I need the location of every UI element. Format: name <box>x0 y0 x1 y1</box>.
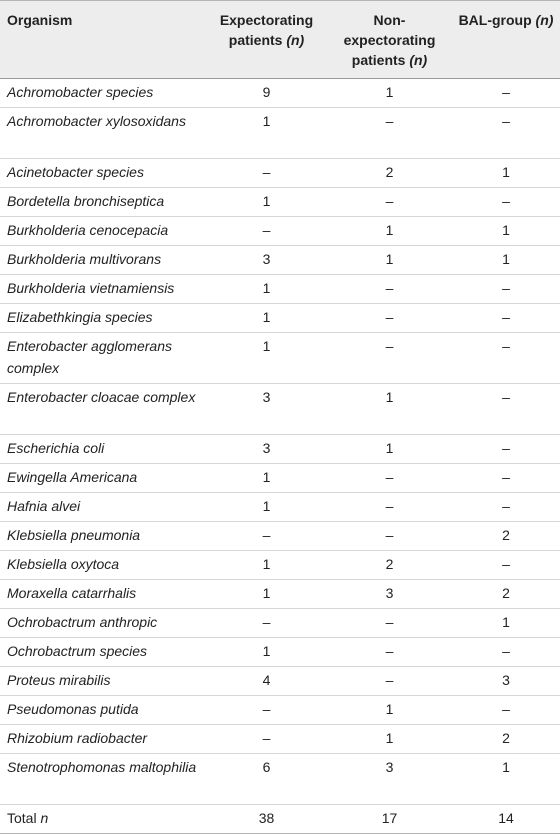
organism-cell: Burkholderia multivorans <box>0 246 206 275</box>
non-expectorating-cell: – <box>327 638 452 667</box>
table-row <box>0 435 560 464</box>
header-organism: Organism <box>0 1 206 79</box>
table-header-row <box>0 1 560 79</box>
expectorating-cell: 1 <box>206 304 327 333</box>
table-row <box>0 217 560 246</box>
bal-cell: – <box>452 188 560 217</box>
organism-cell: Achromobacter xylosoxidans <box>0 108 206 159</box>
organism-cell: Burkholderia cenocepacia <box>0 217 206 246</box>
bal-cell: – <box>452 79 560 108</box>
organism-cell: Hafnia alvei <box>0 493 206 522</box>
bal-cell: – <box>452 551 560 580</box>
non-expectorating-cell: – <box>327 464 452 493</box>
bal-cell: – <box>452 108 560 159</box>
bal-cell: 2 <box>452 580 560 609</box>
organism-cell: Enterobacter cloacae complex <box>0 384 206 435</box>
table-row <box>0 159 560 188</box>
non-expectorating-cell: 2 <box>327 551 452 580</box>
non-expectorating-cell: 1 <box>327 725 452 754</box>
non-expectorating-cell: 1 <box>327 696 452 725</box>
non-expectorating-cell: – <box>327 522 452 551</box>
bal-cell: 1 <box>452 754 560 805</box>
non-expectorating-cell: 1 <box>327 435 452 464</box>
non-expectorating-cell: – <box>327 667 452 696</box>
expectorating-cell: 1 <box>206 333 327 384</box>
table-row <box>0 246 560 275</box>
organism-cell: Achromobacter species <box>0 79 206 108</box>
expectorating-cell: – <box>206 696 327 725</box>
bal-cell: 1 <box>452 246 560 275</box>
organism-cell: Elizabethkingia species <box>0 304 206 333</box>
expectorating-cell: 3 <box>206 435 327 464</box>
bal-cell: 1 <box>452 217 560 246</box>
expectorating-cell: – <box>206 725 327 754</box>
expectorating-cell: 4 <box>206 667 327 696</box>
bal-cell: 2 <box>452 522 560 551</box>
non-expectorating-cell: 1 <box>327 217 452 246</box>
organism-cell: Moraxella catarrhalis <box>0 580 206 609</box>
table-row <box>0 493 560 522</box>
bal-cell: 2 <box>452 725 560 754</box>
table-row <box>0 464 560 493</box>
non-expectorating-cell: 1 <box>327 79 452 108</box>
bal-cell: – <box>452 435 560 464</box>
non-expectorating-cell: – <box>327 609 452 638</box>
table-row <box>0 667 560 696</box>
expectorating-cell: 9 <box>206 79 327 108</box>
non-expectorating-cell: 2 <box>327 159 452 188</box>
header-bal-group: BAL-group (n) <box>452 1 560 79</box>
non-expectorating-cell: 1 <box>327 246 452 275</box>
bal-cell: 1 <box>452 159 560 188</box>
non-expectorating-cell: 3 <box>327 754 452 805</box>
organism-cell: Escherichia coli <box>0 435 206 464</box>
organism-cell: Ewingella Americana <box>0 464 206 493</box>
table-row <box>0 522 560 551</box>
organism-cell: Klebsiella pneumonia <box>0 522 206 551</box>
table-row <box>0 304 560 333</box>
expectorating-cell: 6 <box>206 754 327 805</box>
non-expectorating-cell: – <box>327 108 452 159</box>
organism-cell: Klebsiella oxytoca <box>0 551 206 580</box>
bal-cell: – <box>452 493 560 522</box>
non-expectorating-cell: 1 <box>327 384 452 435</box>
total-expectorating: 38 <box>206 805 327 834</box>
non-expectorating-cell: – <box>327 304 452 333</box>
bal-cell: – <box>452 275 560 304</box>
total-row <box>0 805 560 834</box>
table-row <box>0 333 560 384</box>
bal-cell: 1 <box>452 609 560 638</box>
expectorating-cell: – <box>206 217 327 246</box>
expectorating-cell: 1 <box>206 188 327 217</box>
organism-cell: Enterobacter agglomerans complex <box>0 333 206 384</box>
organism-cell: Stenotrophomonas maltophilia <box>0 754 206 805</box>
header-expectorating: Expectorating patients (n) <box>206 1 327 79</box>
organism-cell: Bordetella bronchiseptica <box>0 188 206 217</box>
table-row <box>0 638 560 667</box>
table-row <box>0 609 560 638</box>
table-row <box>0 79 560 108</box>
expectorating-cell: 1 <box>206 638 327 667</box>
organism-cell: Ochrobactrum anthropic <box>0 609 206 638</box>
table-row <box>0 275 560 304</box>
bal-cell: – <box>452 696 560 725</box>
total-label: Total n <box>0 805 206 834</box>
expectorating-cell: – <box>206 609 327 638</box>
table-row <box>0 551 560 580</box>
total-bal: 14 <box>452 805 560 834</box>
bal-cell: – <box>452 304 560 333</box>
organism-cell: Pseudomonas putida <box>0 696 206 725</box>
bal-cell: – <box>452 384 560 435</box>
expectorating-cell: 1 <box>206 493 327 522</box>
table-row <box>0 725 560 754</box>
expectorating-cell: 3 <box>206 384 327 435</box>
non-expectorating-cell: 3 <box>327 580 452 609</box>
organism-cell: Acinetobacter species <box>0 159 206 188</box>
expectorating-cell: – <box>206 522 327 551</box>
non-expectorating-cell: – <box>327 333 452 384</box>
organism-cell: Rhizobium radiobacter <box>0 725 206 754</box>
expectorating-cell: 1 <box>206 108 327 159</box>
organism-cell: Ochrobactrum species <box>0 638 206 667</box>
expectorating-cell: 1 <box>206 464 327 493</box>
bal-cell: – <box>452 464 560 493</box>
non-expectorating-cell: – <box>327 188 452 217</box>
table-row <box>0 384 560 435</box>
table-row <box>0 188 560 217</box>
table-row <box>0 754 560 805</box>
total-non-expectorating: 17 <box>327 805 452 834</box>
header-non-expectorating: Non-expectorating patients (n) <box>327 1 452 79</box>
expectorating-cell: 1 <box>206 580 327 609</box>
expectorating-cell: – <box>206 159 327 188</box>
bal-cell: 3 <box>452 667 560 696</box>
bal-cell: – <box>452 638 560 667</box>
table-row <box>0 580 560 609</box>
bal-cell: – <box>452 333 560 384</box>
expectorating-cell: 1 <box>206 275 327 304</box>
expectorating-cell: 3 <box>206 246 327 275</box>
non-expectorating-cell: – <box>327 275 452 304</box>
table-row <box>0 108 560 159</box>
table-row <box>0 696 560 725</box>
organism-cell: Burkholderia vietnamiensis <box>0 275 206 304</box>
non-expectorating-cell: – <box>327 493 452 522</box>
expectorating-cell: 1 <box>206 551 327 580</box>
organism-cell: Proteus mirabilis <box>0 667 206 696</box>
